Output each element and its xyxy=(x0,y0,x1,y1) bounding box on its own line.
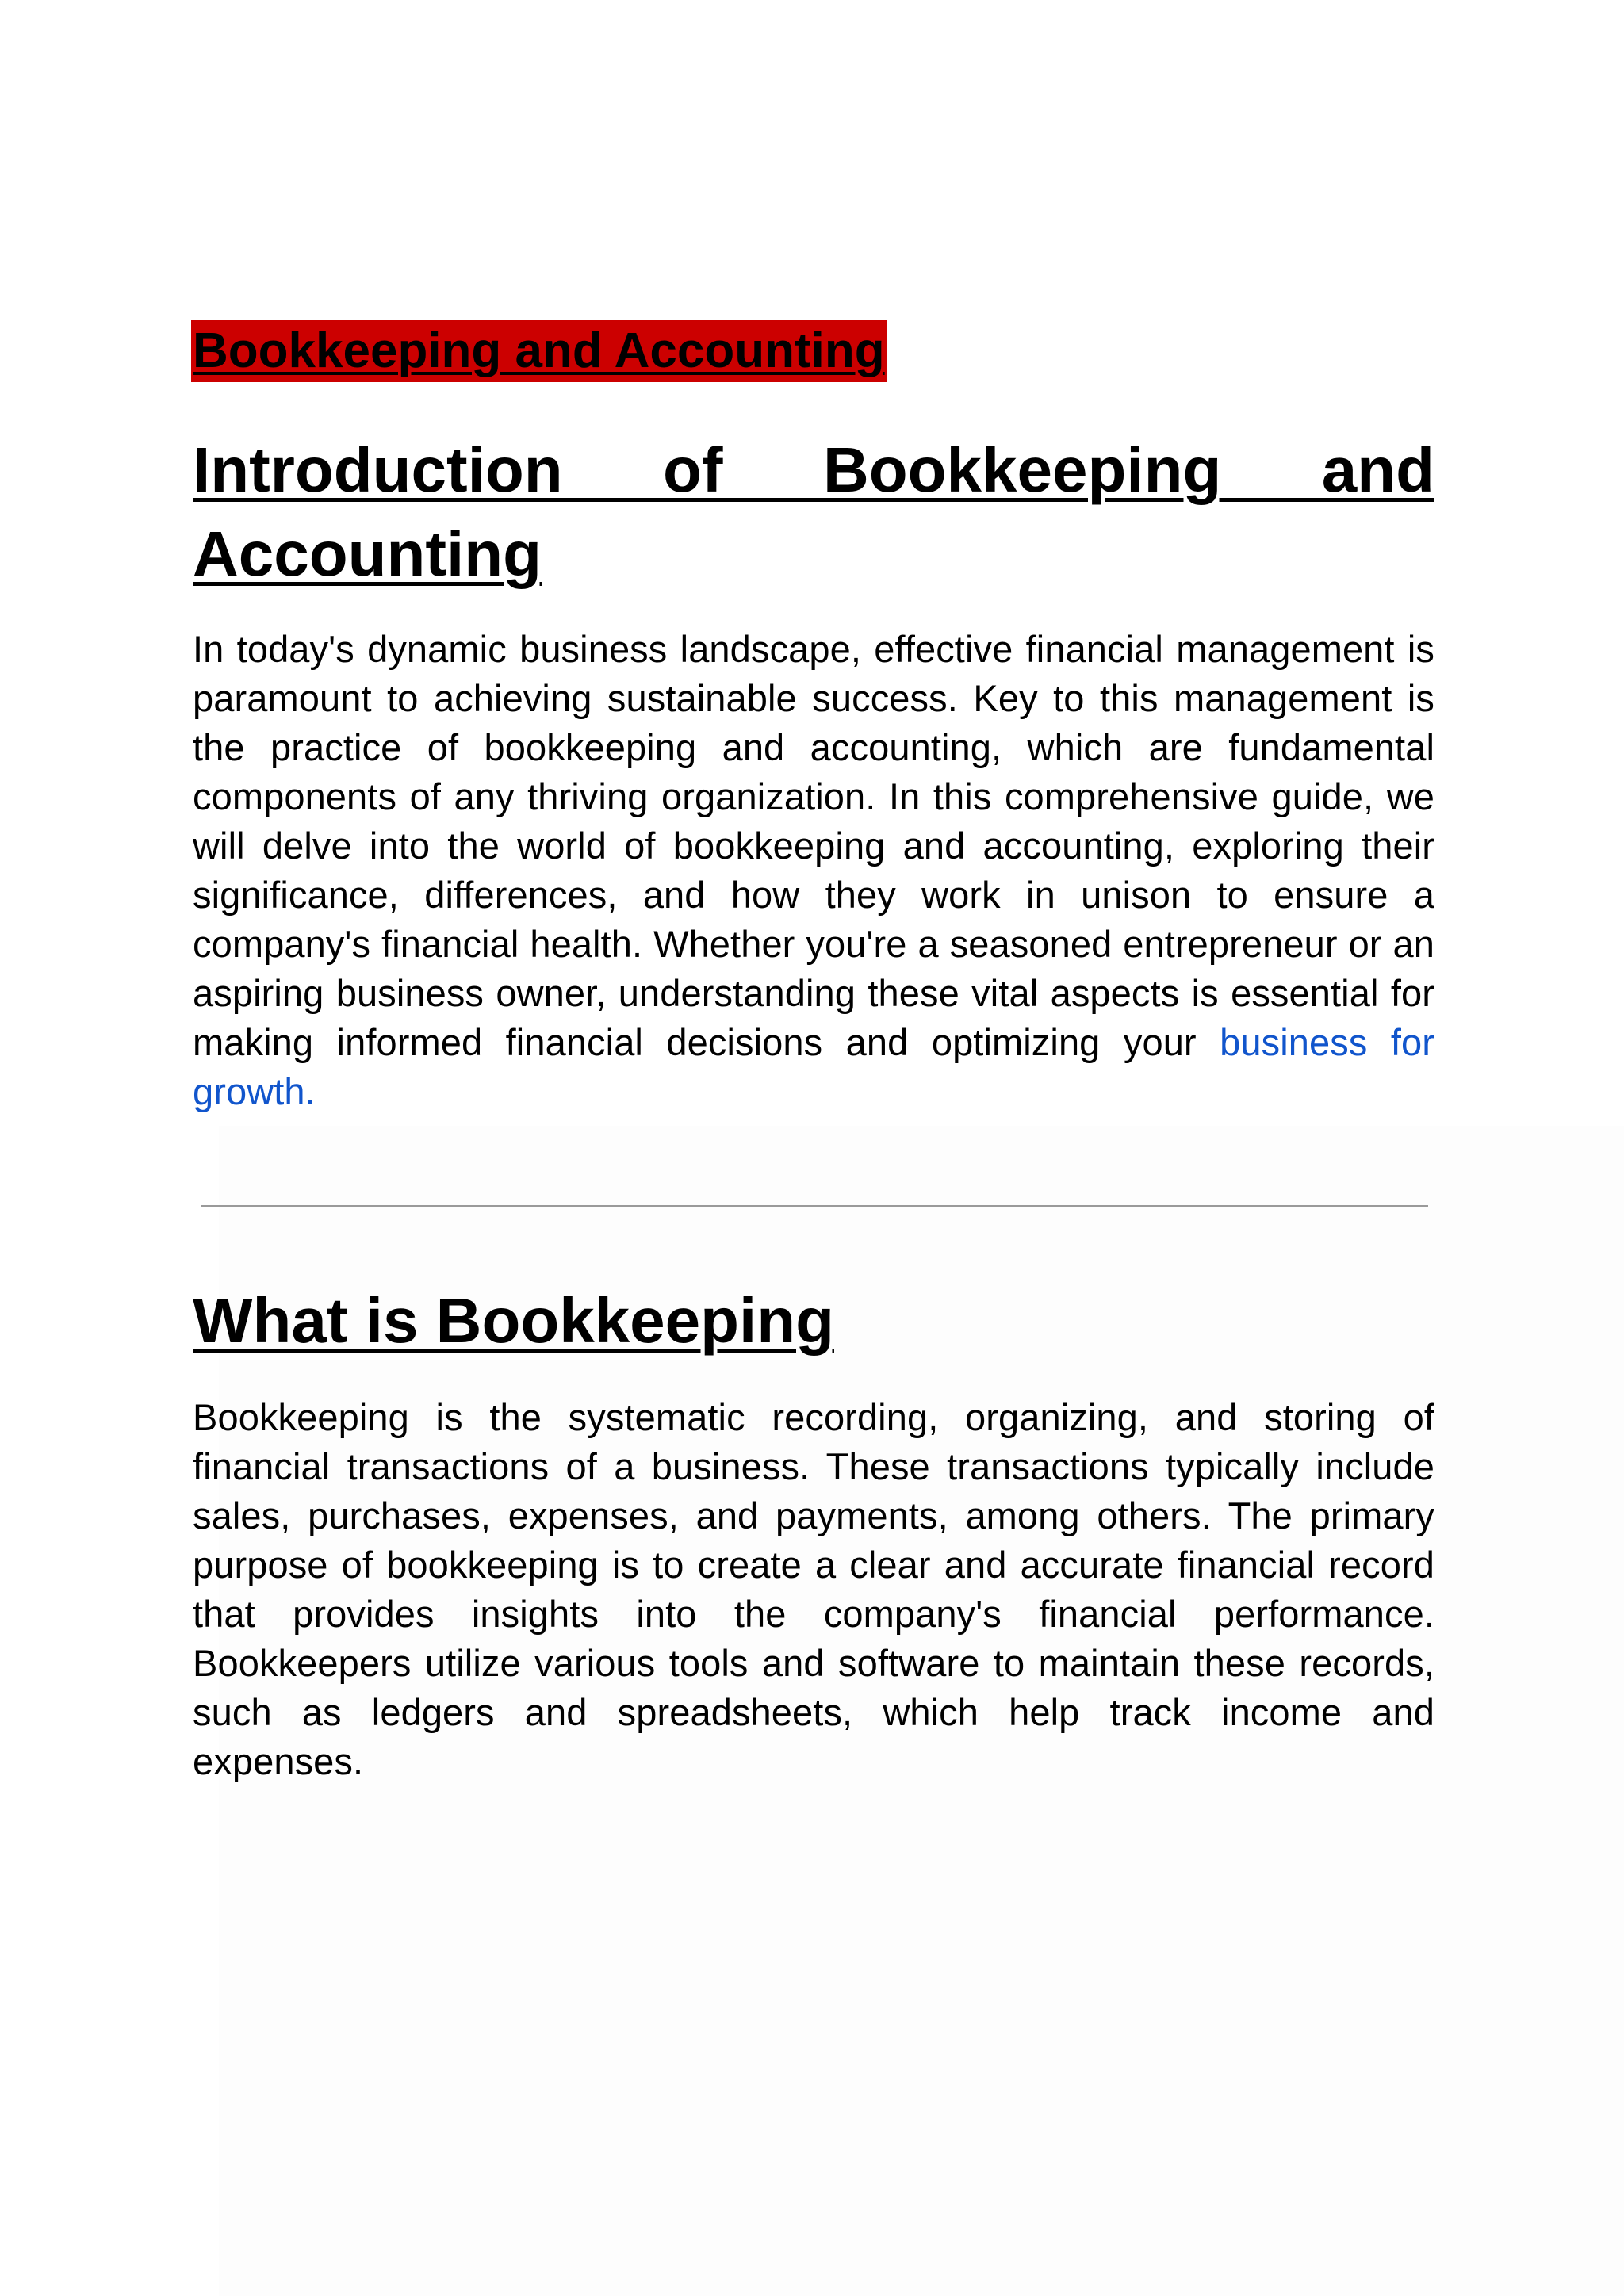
section-heading-what-is-bookkeeping: What is Bookkeeping xyxy=(193,1285,834,1356)
section-divider xyxy=(201,1205,1428,1207)
business-for-growth-link[interactable]: business for growth. xyxy=(193,1021,1435,1112)
document-label: Bookkeeping and Accounting xyxy=(191,320,887,382)
introduction-paragraph xyxy=(193,625,1434,1116)
document-body xyxy=(193,320,1434,1786)
bookkeeping-paragraph: Bookkeeping is the systematic recording, organizing, and storing of financial transactions of a business. These transactions typically include sales, purchases, expenses, and payments, among others. The primary purpose of bookkeeping is to create a clear and accurate financial record that provides insights into the company's financial performance. Bookkeepers utilize various tools and software to maintain these records, such as ledgers and spreadsheets, which help track income and expenses. xyxy=(193,1396,1434,1782)
introduction-paragraph-text: In today's dynamic business landscape, effective financial management is paramount to achieving sustainable success. Key to this management is the practice of bookkeeping and accounting, which are fundamental components of any thriving organization. In this comprehensive guide, we will delve into the world of bookkeeping and accounting, exploring their significance, differences, and how they work in unison to ensure a company's financial health. Whether you're a seasoned entrepreneur or an aspiring business owner, understanding these vital aspects is essential for making informed financial decisions and optimizing your xyxy=(193,628,1434,1063)
section-heading-introduction: Introduction of Bookkeeping and Accounting xyxy=(193,434,1434,589)
